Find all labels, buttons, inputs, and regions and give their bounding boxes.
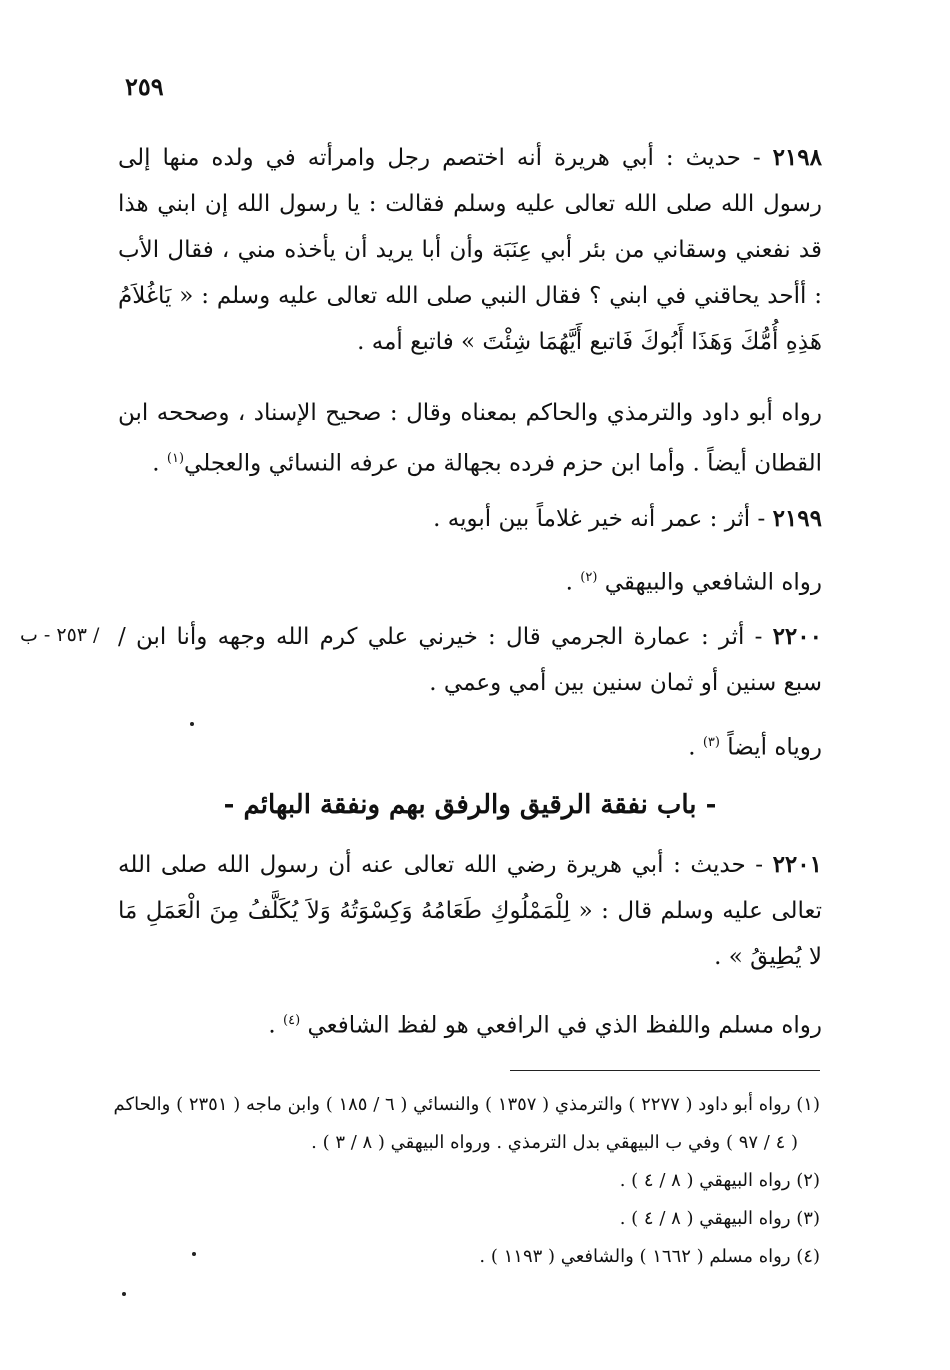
entry-text: - حديث : أبي هريرة رضي الله تعالى عنه أن رسول الله صلى الله تعالى عليه وسلم قال : « لِلْمَمْلُوكِ طَعَامُهُ وَكِسْوَتُهُ وَلاَ يُكَلَّفُ مِنَ الْعَمَلِ مَا لا يُطِيقُ » . bbox=[118, 852, 822, 970]
footnotes bbox=[105, 1086, 820, 1276]
footnote-2: (٢) رواه البيهقي ( ٨ / ٤ ) . bbox=[619, 1170, 820, 1191]
source-text: رواه أبو داود والترمذي والحاكم بمعناه وقال : صحيح الإسناد ، وصححه ابن القطان أيضاً . وأما ابن حزم فرده بجهالة من عرفه النسائي والعجلي bbox=[118, 400, 822, 477]
footnote-4: (٤) رواه مسلم ( ١٦٦٢ ) والشافعي ( ١١٩٣ ) . bbox=[479, 1246, 820, 1267]
footnote-1-continued: ( ٤ / ٩٧ ) وفي ب البيهقي بدل الترمذي . ورواه البيهقي ( ٨ / ٣ ) . bbox=[311, 1132, 798, 1153]
footnote-1: (١) رواه أبو داود ( ٢٢٧٧ ) والترمذي ( ١٣٥٧ ) والنسائي ( ٦ / ١٨٥ ) وابن ماجه ( ٢٣٥١ ) والحاكم bbox=[113, 1094, 820, 1115]
scan-speck bbox=[192, 1252, 196, 1256]
entry-text: - أثر : عمر أنه خير غلاماً بين أبويه . bbox=[433, 506, 773, 532]
footnote-divider bbox=[510, 1070, 820, 1071]
entry-2198 bbox=[118, 135, 822, 365]
source-text: رواه مسلم واللفظ الذي في الرافعي هو لفظ الشافعي bbox=[300, 1012, 822, 1039]
entry-2199 bbox=[118, 496, 822, 542]
entry-number: ٢١٩٩ bbox=[772, 505, 822, 532]
source-note-2199 bbox=[118, 555, 822, 606]
footnote-3: (٣) رواه البيهقي ( ٨ / ٤ ) . bbox=[619, 1208, 820, 1229]
page-number: ٢٥٩ bbox=[125, 72, 164, 101]
footnote-ref-1[interactable]: (١) bbox=[166, 451, 185, 466]
chapter-heading: - باب نفقة الرقيق والرفق بهم ونفقة البهائم - bbox=[223, 790, 717, 820]
footnote-ref-3[interactable]: (٣) bbox=[702, 735, 720, 750]
source-end: . bbox=[688, 734, 703, 761]
entry-number: ٢٢٠٠ bbox=[772, 623, 822, 650]
scan-speck bbox=[190, 722, 194, 726]
source-note-2198 bbox=[118, 390, 822, 487]
entry-number: ٢١٩٨ bbox=[772, 144, 822, 171]
footnote-ref-4[interactable]: (٤) bbox=[283, 1013, 301, 1028]
entry-number: ٢٢٠١ bbox=[772, 851, 822, 878]
source-end: . bbox=[268, 1012, 283, 1039]
entry-2200 bbox=[118, 614, 822, 706]
source-text: رواه الشافعي والبيهقي bbox=[597, 569, 822, 596]
entry-2201 bbox=[118, 842, 822, 980]
source-note-2200 bbox=[118, 720, 822, 771]
entry-text: - أثر : عمارة الجرمي قال : خيرني علي كرم الله وجهه وأنا ابن / سبع سنين أو ثمان سنين بين أمي وعمي . bbox=[118, 624, 822, 696]
source-note-2201 bbox=[118, 998, 822, 1049]
scan-speck bbox=[122, 1292, 126, 1296]
manuscript-folio-note: / ٢٥٣ - ب bbox=[20, 624, 100, 646]
footnote-ref-2[interactable]: (٢) bbox=[580, 570, 598, 585]
source-text: روياه أيضاً bbox=[719, 734, 822, 761]
entry-text: - حديث : أبي هريرة أنه اختصم رجل وامرأته في ولده منها إلى رسول الله صلى الله تعالى عليه وسلم فقالت : يا رسول الله إن ابني هذا قد نفعني وسقاني من بئر أبي عِنَبَة وأن أبا يريد أن يأخذه مني ، فقال الأب : أأحد يحاقني في ابني ؟ فقال النبي صلى الله تعالى عليه وسلم : « يَاغُلاَمُ هَذِهِ أُمُّكَ وَهَذَا أَبُوكَ فَاتبع أَيَّهُمَا شِئْتَ » فاتبع أمه . bbox=[118, 145, 823, 355]
source-end: . bbox=[565, 569, 581, 596]
source-end: . bbox=[152, 450, 167, 477]
